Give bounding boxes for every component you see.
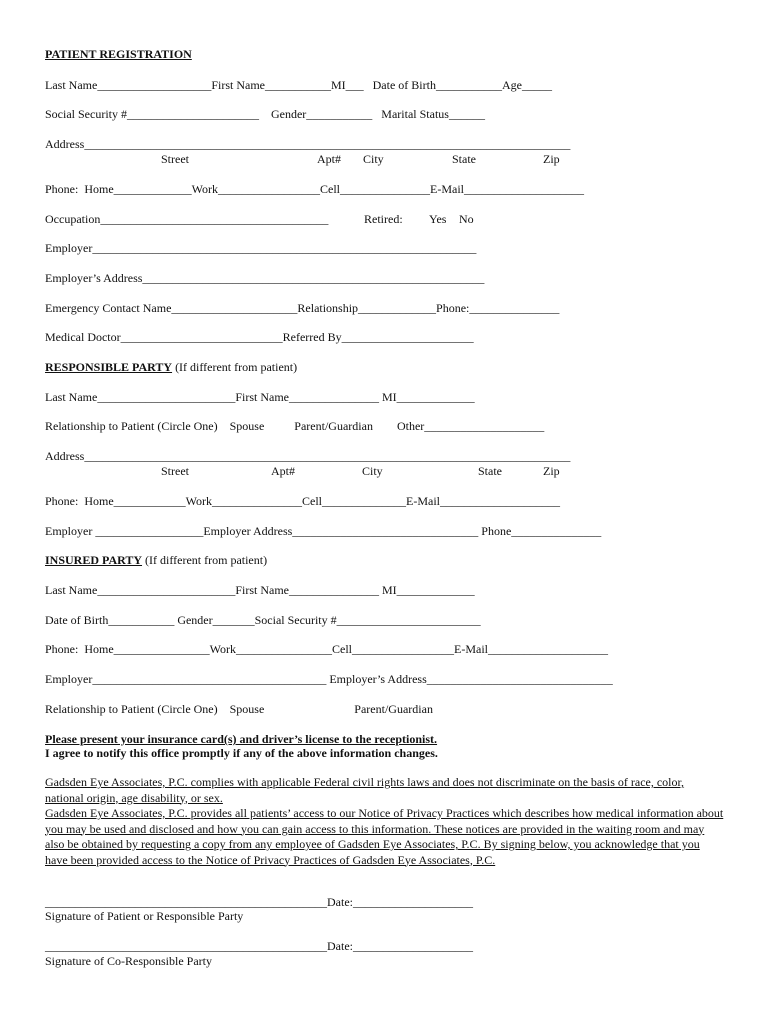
- responsible-party-note: (If different from patient): [172, 360, 298, 374]
- address-label-zip: Zip: [543, 152, 560, 166]
- insured-relationship-row[interactable]: Relationship to Patient (Circle One) Spouse Parent/Guardian: [45, 702, 433, 716]
- patient-occupation-field[interactable]: Occupation______________________________________: [45, 212, 329, 226]
- address-label-city: City: [363, 152, 384, 166]
- civil-rights-statement: Gadsden Eye Associates, P.C. complies with applicable Federal civil rights laws and does not discriminate on the basis of race, color, national origin, age disability, or sex.: [45, 775, 685, 805]
- insured-party-title: INSURED PARTY: [45, 553, 143, 567]
- co-responsible-signature-line[interactable]: _______________________________________________Date:____________________: [45, 939, 473, 953]
- emergency-contact-row[interactable]: Emergency Contact Name_____________________Relationship_____________Phone:_______________: [45, 301, 560, 315]
- responsible-employer-row[interactable]: Employer __________________Employer Address_______________________________ Phone_______________: [45, 524, 602, 538]
- insured-phone-row[interactable]: Phone: Home________________Work________________Cell_________________E-Mail____________________: [45, 642, 609, 656]
- insured-party-note: (If different from patient): [142, 553, 268, 567]
- retired-yes-option[interactable]: Yes: [429, 212, 447, 226]
- patient-employer-address-field[interactable]: Employer’s Address_________________________________________________________: [45, 271, 485, 285]
- patient-employer-field[interactable]: Employer________________________________________________________________: [45, 241, 477, 255]
- responsible-party-title: RESPONSIBLE PARTY: [45, 360, 173, 374]
- responsible-party-heading: [45, 360, 297, 374]
- insured-name-row[interactable]: Last Name_______________________First Name_______________ MI_____________: [45, 583, 475, 597]
- address-label-apt: Apt#: [271, 464, 295, 478]
- patient-ssn-row[interactable]: Social Security #______________________ Gender___________ Marital Status______: [45, 107, 485, 121]
- patient-signature-label: Signature of Patient or Responsible Party: [45, 909, 244, 923]
- address-label-apt: Apt#: [317, 152, 341, 166]
- patient-name-row[interactable]: Last Name___________________First Name___________MI___ Date of Birth___________Age_____: [45, 78, 552, 92]
- insured-party-heading: [45, 553, 267, 567]
- insured-dob-row[interactable]: Date of Birth___________ Gender_______Social Security #________________________: [45, 613, 481, 627]
- page-title: PATIENT REGISTRATION: [45, 47, 192, 61]
- address-label-state: State: [452, 152, 476, 166]
- responsible-name-row[interactable]: Last Name_______________________First Name_______________ MI_____________: [45, 390, 475, 404]
- address-label-state: State: [478, 464, 502, 478]
- address-label-zip: Zip: [543, 464, 560, 478]
- responsible-relationship-row[interactable]: Relationship to Patient (Circle One) Spouse Parent/Guardian Other____________________: [45, 419, 545, 433]
- address-label-street: Street: [161, 152, 189, 166]
- medical-doctor-row[interactable]: Medical Doctor___________________________Referred By______________________: [45, 330, 474, 344]
- patient-address-row[interactable]: Address_________________________________________________________________________________: [45, 137, 571, 151]
- privacy-practices-statement: Gadsden Eye Associates, P.C. provides all patients’ access to our Notice of Privacy Practices which describes how medical information about you may be used and disclosed and how you can gain access to this information. These notices are provided in the waiting room and may also be obtained by requesting a copy from any employee of Gadsden Eye Associates, P.C. By signing below, you acknowledge that you have been provided access to the Notice of Privacy Practices of Gadsden Eye Associates, P.C.: [45, 806, 724, 867]
- patient-signature-line[interactable]: _______________________________________________Date:____________________: [45, 895, 473, 909]
- address-label-street: Street: [161, 464, 189, 478]
- retired-no-option[interactable]: No: [459, 212, 474, 226]
- insurance-card-notice: Please present your insurance card(s) and driver’s license to the receptionist.: [45, 732, 438, 746]
- address-label-city: City: [362, 464, 383, 478]
- insured-employer-row[interactable]: Employer_______________________________________ Employer’s Address_______________________________: [45, 672, 613, 686]
- retired-label: Retired:: [364, 212, 403, 226]
- co-responsible-signature-label: Signature of Co-Responsible Party: [45, 954, 212, 968]
- responsible-address-row[interactable]: Address_________________________________________________________________________________: [45, 449, 571, 463]
- notify-changes-notice: I agree to notify this office promptly if any of the above information changes.: [45, 746, 438, 760]
- patient-phone-row[interactable]: Phone: Home_____________Work_________________Cell_______________E-Mail____________________: [45, 182, 585, 196]
- responsible-phone-row[interactable]: Phone: Home____________Work_______________Cell______________E-Mail____________________: [45, 494, 561, 508]
